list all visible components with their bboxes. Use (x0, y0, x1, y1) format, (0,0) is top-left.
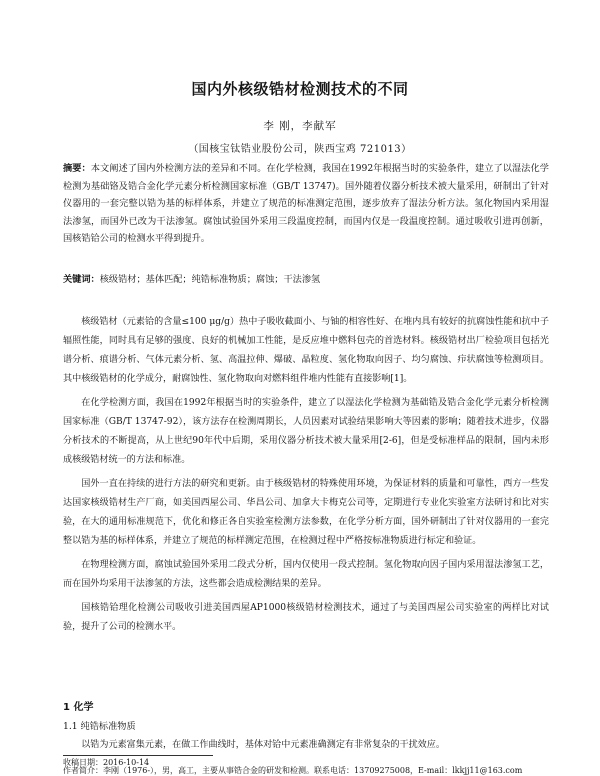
paragraph-5: 国核锆铪理化检测公司吸收引进美国西屋AP1000核级锆材检测技术，通过了与美国西屋公司实验室的两样比对试验，提升了公司的检测水平。 (63, 603, 549, 632)
abstract-text: 本文阐述了国内外检测方法的差异和不同。在化学检测，我国在1992年根据当时的实验条件，建立了以湿法化学检测为基础铬及锆合金化学元素分析检测国家标准（GB/T 13747)。国外随着仪器分析技术被大量采用，研制出了针对仪器用的一套完整以锆为基的标样体系，并建立了规范的标准测定范围，逐步放弃了湿法分析方法。氢化物国内采用湿法渗氢，而国外已改为干法渗氢。腐蚀试验国外采用三段温度控制，而国内仅是一段温度控制。通过吸收引进再创新，国核锆铪公司的检测水平得到提升。 (63, 163, 549, 244)
subsection-heading-standard: 1.1 纯锆标准物质 (63, 721, 136, 732)
paragraph-2: 在化学检测方面，我国在1992年根据当时的实验条件，建立了以湿法化学检测为基础锆及锆合金化学元素分析检测国家标准（GB/T 13747-92），该方法存在检测周期长，人员因素对试验结果影响大等因素的影响；随着技术进步，仪器分析技术的不断提高，从上世纪90年代中后期，采用仪器分析技术被大量采用[2-6]，但是受标准样品的限制，国内未形成核级锆材统一的方法和标准。 (63, 398, 549, 465)
keywords-label: 关键词： (63, 274, 100, 285)
abstract-label: 摘要： (63, 163, 91, 174)
paragraph-6: 以锆为元素富集元素，在做工作曲线时，基体对铪中元素准确测定有非常复杂的干扰效应。 (81, 740, 445, 750)
abstract (63, 160, 549, 248)
footnote-author: 作者简介：李刚（1976-），男，高工，主要从事锆合金的研发和检测。联系电话：13709275008，E-mail：lkkjj11@163.com (63, 766, 523, 775)
keywords (63, 271, 549, 288)
footnote-divider (63, 755, 213, 756)
paragraph-1: 核级锆材（元素铪的含量≤100 μg/g）热中子吸收截面小、与铀的相容性好、在堆内具有较好的抗腐蚀性能和抗中子辐照性能，同时具有足够的强度、良好的机械加工性能，是反应堆中燃料包壳的首选材料。核级锆材出厂检验项目包括光谱分析、痕谱分析、气体元素分析、氢、高温拉伸、爆破、晶粒度、氢化物取向因子、均匀腐蚀、疖状腐蚀等检测项目。其中核级锆材的化学成分，耐腐蚀性、氢化物取向对燃料组件堆内性能有直接影响[1]。 (63, 317, 549, 384)
paper-title: 国内外核级锆材检测技术的不同 (191, 80, 409, 98)
paper-authors: 李 刚，李献军 (263, 120, 337, 132)
keywords-text: 核级锆材；基体匹配；纯锆标准物质；腐蚀；干法渗氢 (99, 274, 321, 285)
paragraph-4: 在物理检测方面，腐蚀试验国外采用二段式分析，国内仅使用一段式控制。氢化物取向因子国内采用湿法渗氢工艺，而在国外均采用干法渗氢的方法，这些都会造成检测结果的差异。 (63, 560, 549, 589)
footnote-received: 收稿日期：2016-10-14 (63, 758, 150, 767)
section-heading-chemistry: 1 化学 (63, 702, 94, 713)
body-text (63, 313, 549, 642)
paragraph-3: 国外一直在持续的进行方法的研究和更新。由于核级锆材的特殊使用环境，为保证材料的质量和可靠性，西方一些发达国家核级锆材生产厂商，如美国西屋公司、华昌公司、加拿大卡梅克公司等，定期进行专业化实验室方法研讨和比对实验，在大的通用标准规范下，优化和修正各自实验室检测方法参数，在化学分析方面，国外研制出了针对仪器用的一套完整以锆为基的标样体系，并建立了规范的标样测定范围，在检测过程中严格按标准物质进行标定和验证。 (63, 479, 549, 546)
paper-affiliation: （国核宝钛锆业股份公司，陕西宝鸡 721013） (188, 144, 412, 155)
